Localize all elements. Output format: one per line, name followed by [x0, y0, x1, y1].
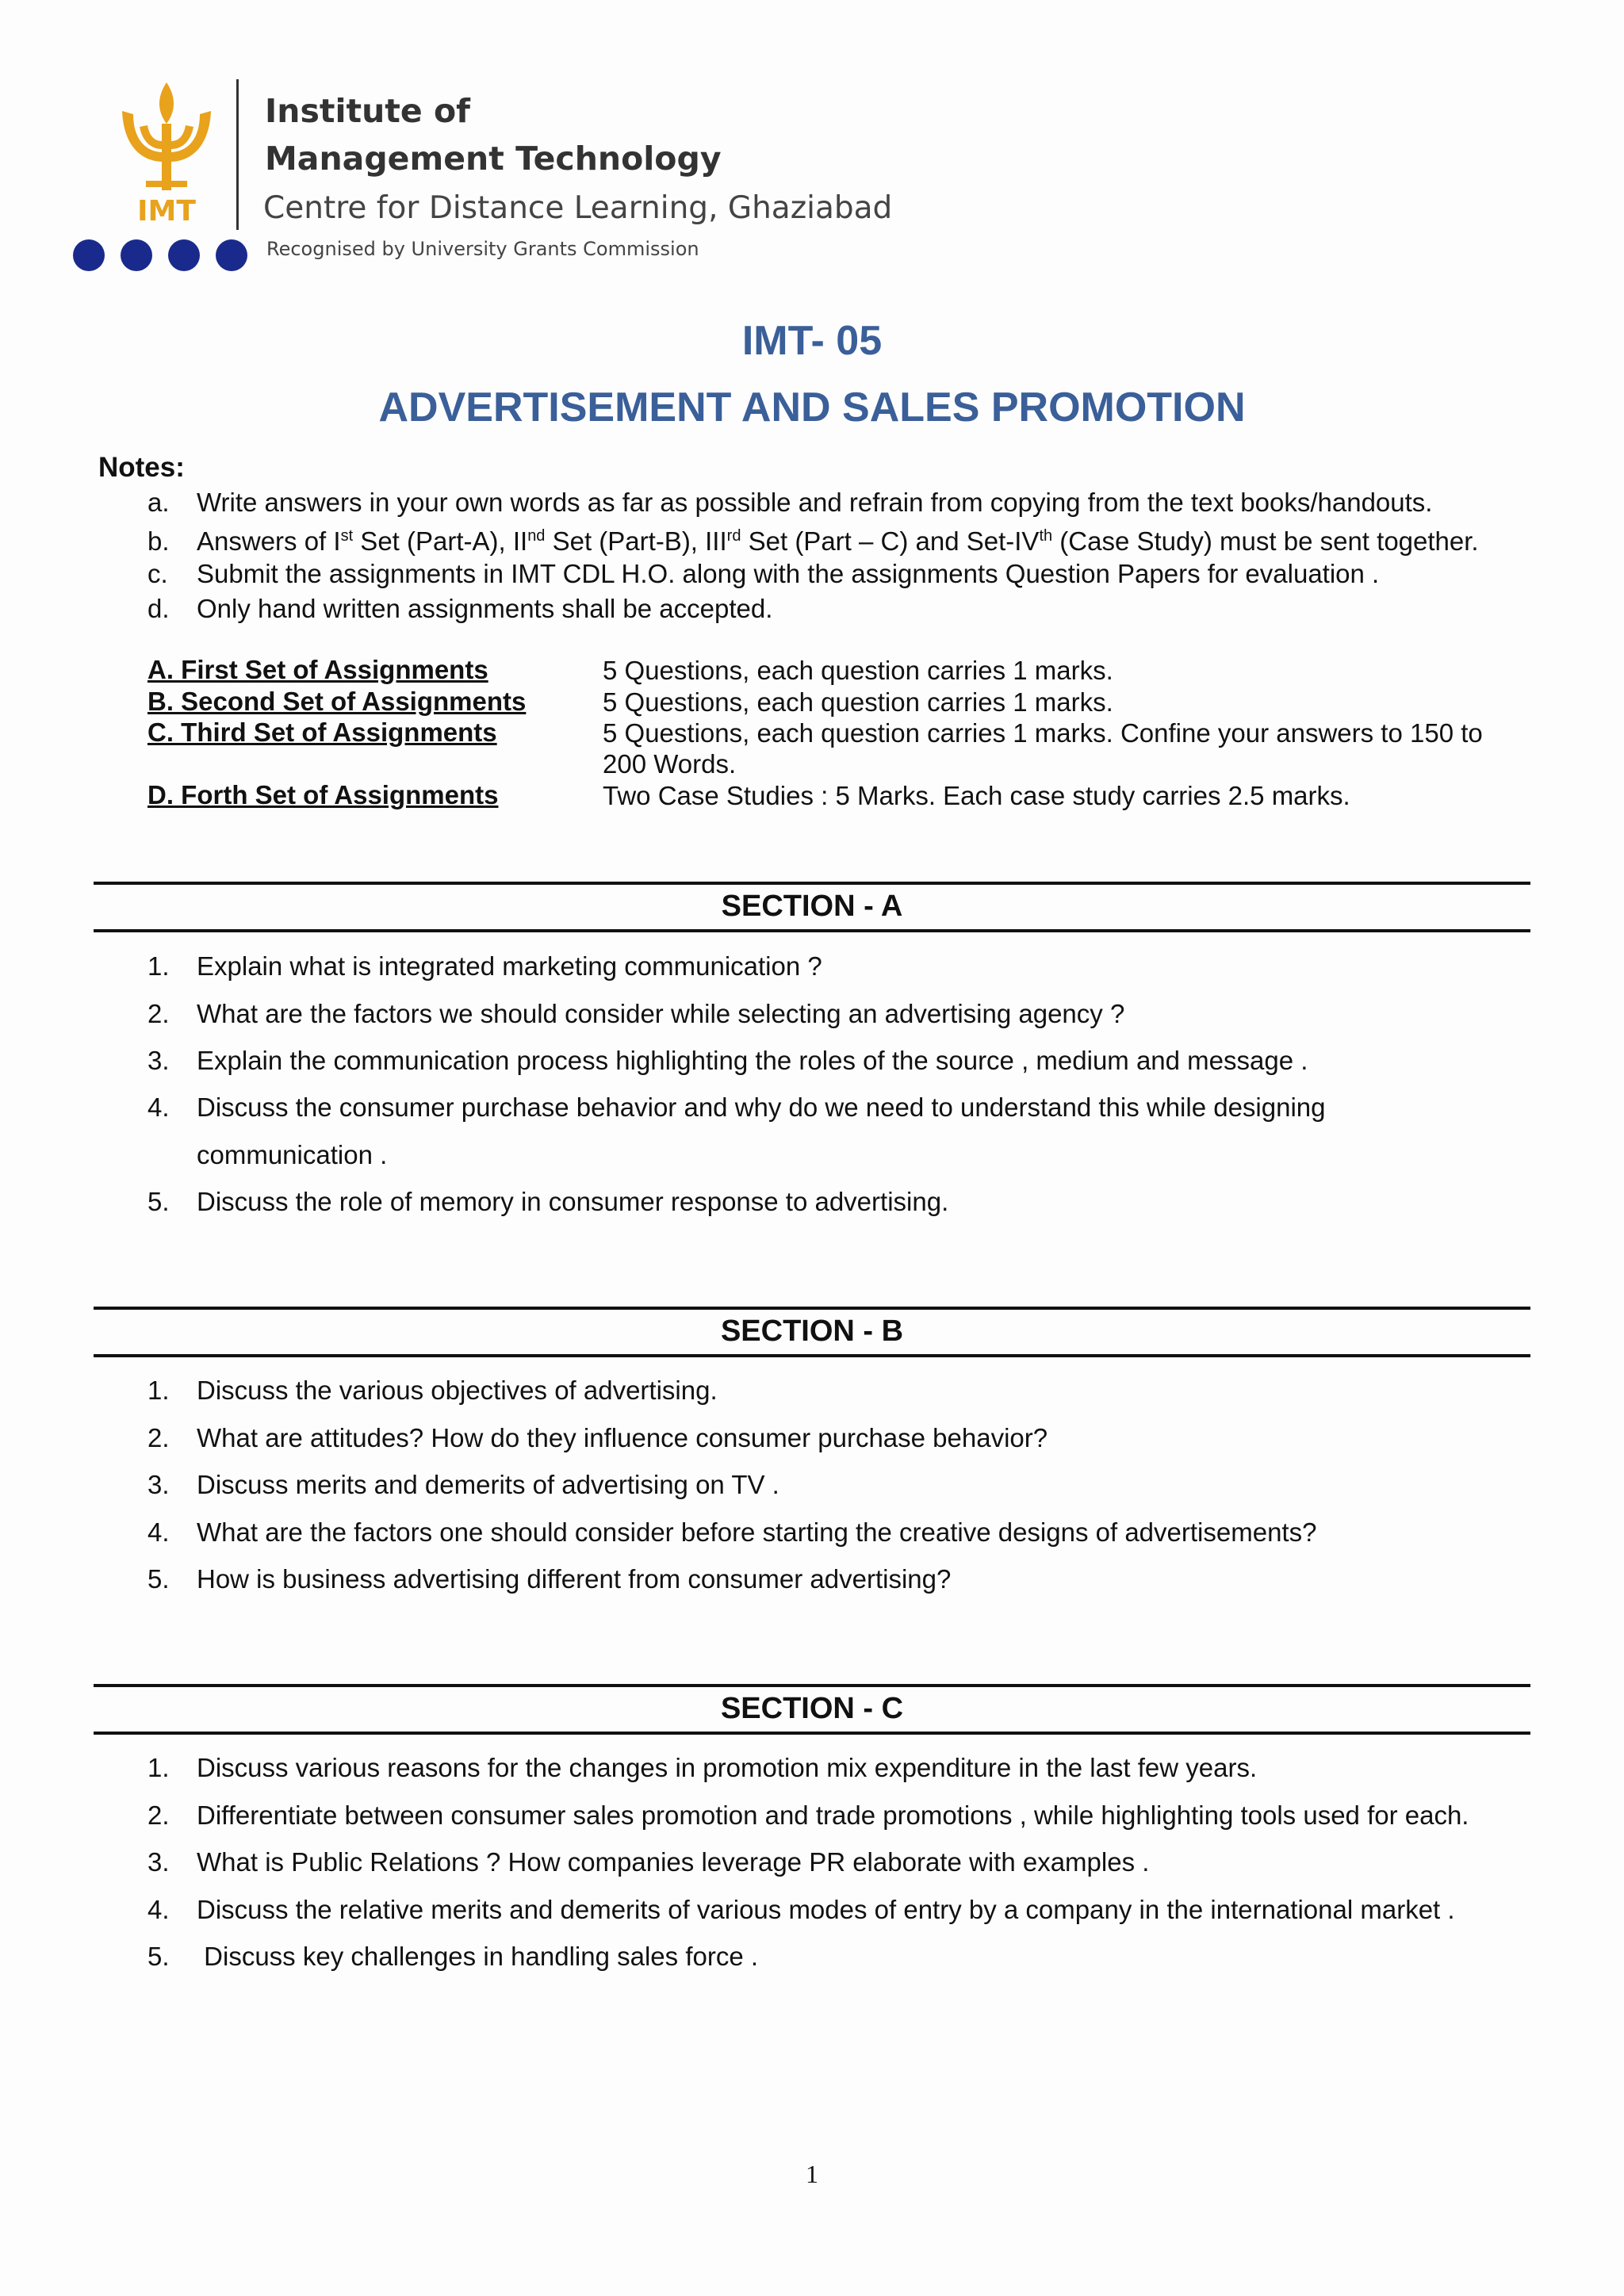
assignment-label: B. Second Set of Assignments — [147, 687, 527, 716]
assignment-label: D. Forth Set of Assignments — [147, 780, 499, 809]
question-number: 1. — [147, 1753, 170, 1782]
note-item — [147, 519, 1479, 559]
note-text: Answers of I — [197, 526, 341, 556]
note-superscript: st — [340, 527, 354, 545]
question-item — [147, 1895, 1455, 1925]
question-item — [147, 999, 1124, 1029]
note-marker: a. — [147, 488, 170, 517]
question-number: 5. — [147, 1564, 170, 1594]
question-text: Discuss key challenges in handling sales force . — [197, 1942, 759, 1971]
question-number: 3. — [147, 1847, 170, 1877]
notes-heading: Notes: — [98, 452, 185, 483]
question-item — [147, 1564, 951, 1594]
assignment-description: 5 Questions, each question carries 1 marks. Confine your answers to 150 to 200 Words. — [603, 718, 1483, 779]
question-item — [147, 1517, 1316, 1548]
question-text: Differentiate between consumer sales promotion and trade promotions , while highlighting tools used for each. — [197, 1800, 1469, 1830]
note-text: Submit the assignments in IMT CDL H.O. along with the assignments Question Papers for evaluation . — [197, 559, 1380, 588]
question-number: 2. — [147, 1800, 170, 1830]
question-text: What are the factors one should consider before starting the creative designs of advertisements? — [197, 1517, 1317, 1547]
question-text: Discuss merits and demerits of advertising on TV . — [197, 1470, 779, 1499]
note-marker: b. — [147, 526, 170, 556]
section-a-title: SECTION - A — [721, 890, 903, 923]
logo-dots — [73, 239, 247, 271]
question-item — [147, 1800, 1469, 1831]
institute-recognition: Recognised by University Grants Commission — [266, 238, 699, 260]
question-text: Discuss various reasons for the changes in promotion mix expenditure in the last few years. — [197, 1753, 1258, 1782]
institute-name-line2: Management Technology — [265, 140, 722, 178]
question-item — [147, 1753, 1257, 1783]
question-number: 3. — [147, 1046, 170, 1075]
note-item — [147, 485, 1432, 520]
logo-dot — [121, 239, 152, 271]
logo-dot — [216, 239, 247, 271]
logo-dot — [73, 239, 105, 271]
assignment-description: 5 Questions, each question carries 1 marks. — [603, 687, 1113, 717]
assignment-description: Two Case Studies : 5 Marks. Each case study carries 2.5 marks. — [603, 781, 1350, 810]
question-item — [147, 1093, 1326, 1123]
question-text: What is Public Relations ? How companies leverage PR elaborate with examples . — [197, 1847, 1150, 1877]
section-rule-top — [94, 1307, 1530, 1310]
note-superscript: rd — [726, 527, 741, 545]
logo-divider — [236, 79, 239, 230]
section-rule-bottom — [94, 929, 1530, 932]
institute-centre: Centre for Distance Learning, Ghaziabad — [263, 190, 893, 226]
note-superscript: nd — [527, 527, 546, 545]
question-item — [147, 1470, 779, 1500]
question-item — [147, 1942, 758, 1972]
note-marker: d. — [147, 594, 170, 623]
question-item — [147, 1376, 718, 1406]
question-text: What are the factors we should consider while selecting an advertising agency ? — [197, 999, 1125, 1028]
question-item — [147, 1423, 1048, 1453]
note-item — [147, 591, 772, 626]
assignment-label: C. Third Set of Assignments — [147, 718, 497, 747]
institute-name-line1: Institute of — [265, 92, 470, 130]
section-b-title: SECTION - B — [720, 1314, 904, 1348]
question-text: How is business advertising different from consumer advertising? — [197, 1564, 952, 1594]
question-number: 4. — [147, 1895, 170, 1924]
course-code: IMT- 05 — [741, 318, 883, 364]
note-marker: c. — [147, 559, 168, 588]
logo-text: IMT — [137, 195, 196, 222]
question-number: 1. — [147, 951, 170, 981]
note-text: Write answers in your own words as far as possible and refrain from copying from the text books/handouts. — [197, 488, 1433, 517]
note-text: Set (Part – C) and Set-IV — [741, 526, 1040, 556]
page-number: 1 — [806, 2160, 818, 2188]
section-rule-top — [94, 1684, 1530, 1687]
question-text: Discuss the consumer purchase behavior and why do we need to understand this while designing — [197, 1093, 1326, 1122]
assignment-description: 5 Questions, each question carries 1 marks. — [603, 656, 1113, 685]
question-number: 5. — [147, 1942, 170, 1971]
note-text: (Case Study) must be sent together. — [1052, 526, 1479, 556]
question-item — [147, 1847, 1149, 1877]
question-item — [147, 951, 822, 982]
assignment-label: A. First Set of Assignments — [147, 655, 488, 684]
question-text: Discuss the role of memory in consumer response to advertising. — [197, 1187, 949, 1216]
note-superscript: th — [1039, 527, 1053, 545]
question-number: 2. — [147, 1423, 170, 1452]
section-rule-bottom — [94, 1732, 1530, 1735]
question-number: 2. — [147, 999, 170, 1028]
question-text: Discuss the relative merits and demerits of various modes of entry by a company in the international market . — [197, 1895, 1455, 1924]
note-text: Set (Part-B), III — [545, 526, 727, 556]
note-item — [147, 557, 1379, 591]
logo-dot — [168, 239, 200, 271]
question-number: 4. — [147, 1517, 170, 1547]
note-text: Set (Part-A), II — [353, 526, 528, 556]
course-title: ADVERTISEMENT AND SALES PROMOTION — [378, 385, 1246, 430]
question-number: 1. — [147, 1376, 170, 1405]
imt-logo — [111, 79, 222, 222]
section-rule-bottom — [94, 1354, 1530, 1357]
question-continuation: communication . — [197, 1140, 388, 1169]
question-number: 4. — [147, 1093, 170, 1122]
question-number: 5. — [147, 1187, 170, 1216]
question-text: Explain the communication process highlighting the roles of the source , medium and message . — [197, 1046, 1308, 1075]
section-c-title: SECTION - C — [720, 1692, 904, 1725]
question-item — [147, 1046, 1308, 1076]
question-number: 3. — [147, 1470, 170, 1499]
question-item — [147, 1187, 948, 1217]
question-text: Discuss the various objectives of advertising. — [197, 1376, 718, 1405]
question-text: What are attitudes? How do they influence consumer purchase behavior? — [197, 1423, 1048, 1452]
note-text: Only hand written assignments shall be accepted. — [197, 594, 773, 623]
question-text: Explain what is integrated marketing communication ? — [197, 951, 822, 981]
section-rule-top — [94, 882, 1530, 885]
